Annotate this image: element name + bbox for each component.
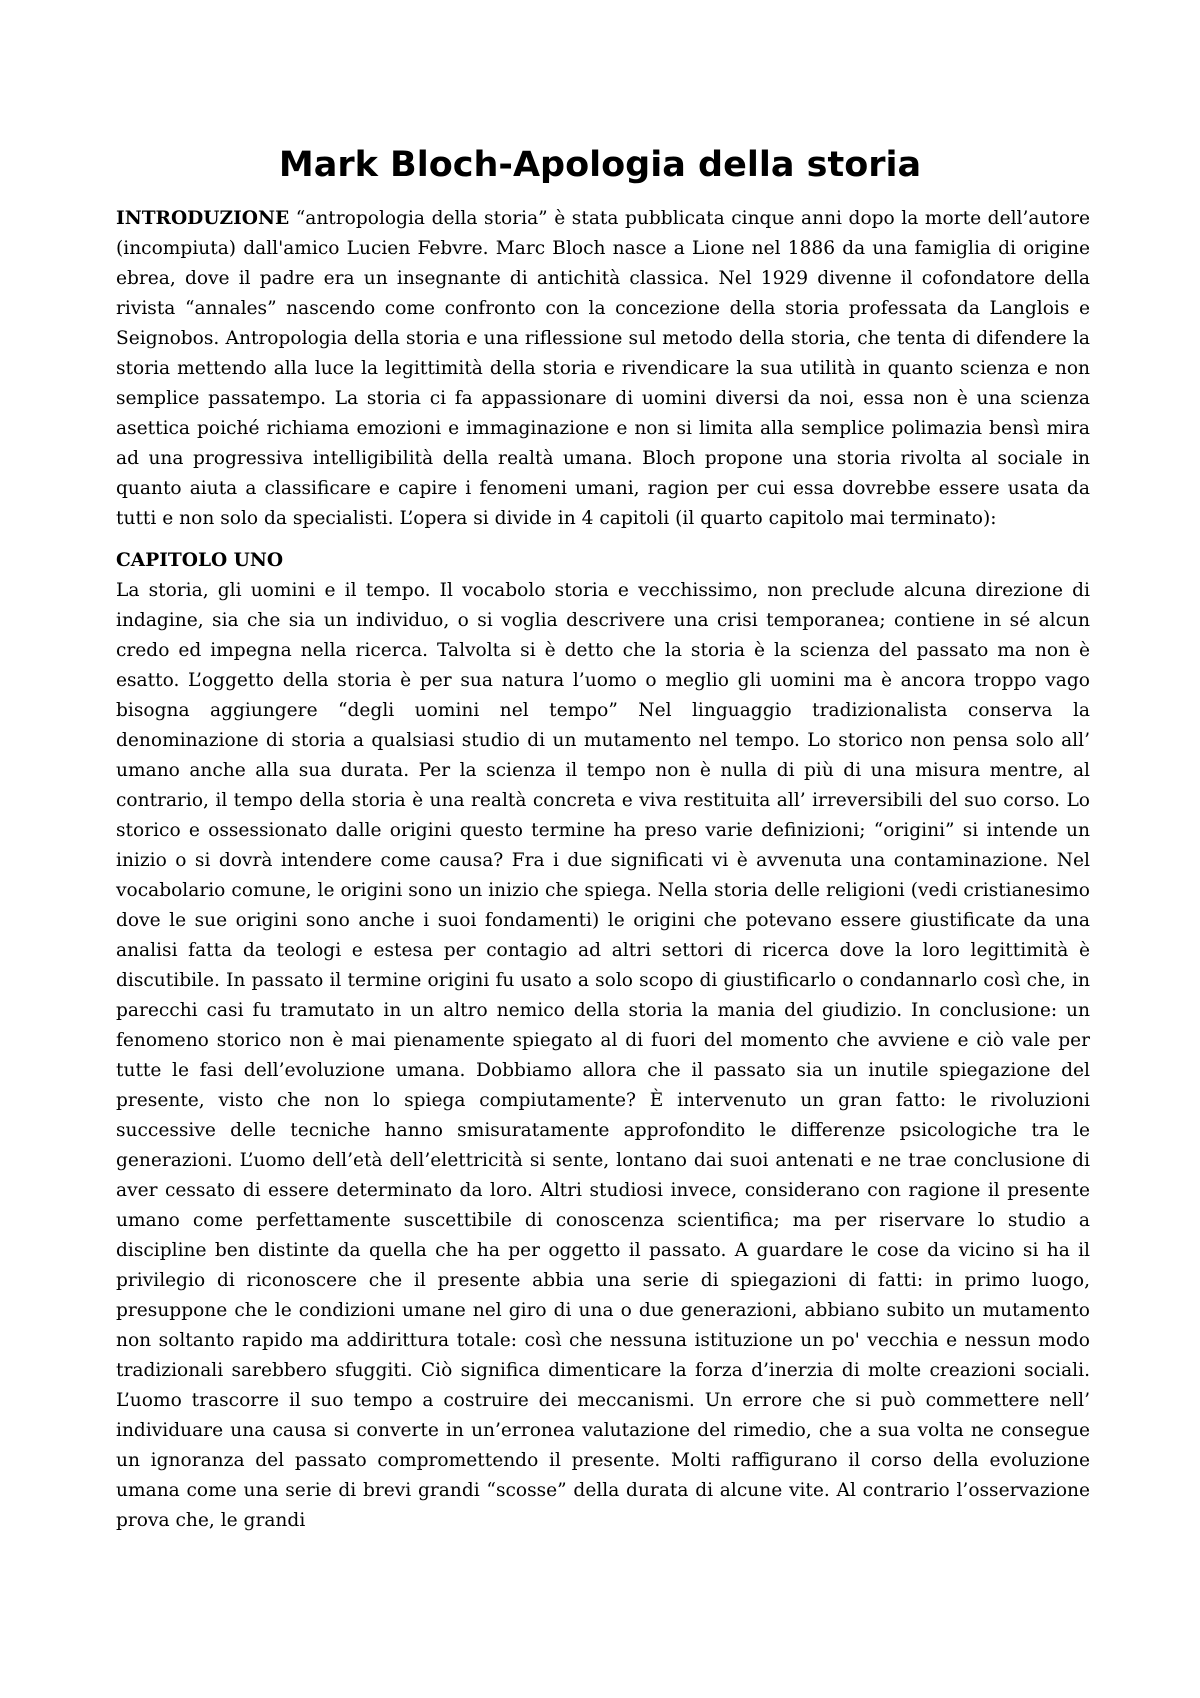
intro-paragraph	[116, 204, 1090, 534]
intro-text: “antropologia della storia” è stata pubblicata cinque anni dopo la morte dell’autore (incompiuta) dall'amico Lucien Febvre. Marc Bloch nasce a Lione nel 1886 da una famiglia di origine ebrea, dove il padre era un insegnante di antichità classica. Nel 1929 divenne il cofondatore della rivista “annales” nascendo come confronto con la concezione della storia professata da Langlois e Seignobos. Antropologia della storia e una riflessione sul metodo della storia, che tenta di difendere la storia mettendo alla luce la legittimità della storia e rivendicare la sua utilità in quanto scienza e non semplice passatempo. La storia ci fa appassionare di uomini diversi da noi, essa non è una scienza asettica poiché richiama emozioni e immaginazione e non si limita alla semplice polimazia bensì mira ad una progressiva intelligibilità della realtà umana. Bloch propone una storia rivolta al sociale in quanto aiuta a classificare e capire i fenomeni umani, ragion per cui essa dovrebbe essere usata da tutti e non solo da specialisti. L’opera si divide in 4 capitoli (il quarto capitolo mai terminato):	[116, 208, 1090, 529]
chapter-one-paragraph: La storia, gli uomini e il tempo. Il vocabolo storia e vecchissimo, non preclude alcuna direzione di indagine, sia che sia un individuo, o si voglia descrivere una crisi temporanea; contiene in sé alcun credo ed impegna nella ricerca. Talvolta si è detto che la storia è la scienza del passato ma non è esatto. L’oggetto della storia è per sua natura l’uomo o meglio gli uomini ma è ancora troppo vago bisogna aggiungere “degli uomini nel tempo” Nel linguaggio tradizionalista conserva la denominazione di storia a qualsiasi studio di un mutamento nel tempo. Lo storico non pensa solo all’ umano anche alla sua durata. Per la scienza il tempo non è nulla di più di una misura mentre, al contrario, il tempo della storia è una realtà concreta e viva restituita all’ irreversibili del suo corso. Lo storico e ossessionato dalle origini questo termine ha preso varie definizioni; “origini” si intende un inizio o si dovrà intendere come causa? Fra i due significati vi è avvenuta una contaminazione. Nel vocabolario comune, le origini sono un inizio che spiega. Nella storia delle religioni (vedi cristianesimo dove le sue origini sono anche i suoi fondamenti) le origini che potevano essere giustificate da una analisi fatta da teologi e estesa per contagio ad altri settori di ricerca dove la loro legittimità è discutibile. In passato il termine origini fu usato a solo scopo di giustificarlo o condannarlo così che, in parecchi casi fu tramutato in un altro nemico della storia la mania del giudizio. In conclusione: un fenomeno storico non è mai pienamente spiegato al di fuori del momento che avviene e ciò vale per tutte le fasi dell’evoluzione umana. Dobbiamo allora che il passato sia un inutile spiegazione del presente, visto che non lo spiega compiutamente? È intervenuto un gran fatto: le rivoluzioni successive delle tecniche hanno smisuratamente approfondito le differenze psicologiche tra le generazioni. L’uomo dell’età dell’elettricità si sente, lontano dai suoi antenati e ne trae conclusione di aver cessato di essere determinato da loro. Altri studiosi invece, considerano con ragione il presente umano come perfettamente suscettibile di conoscenza scientifica; ma per riservare lo studio a discipline ben distinte da quella che ha per oggetto il passato. A guardare le cose da vicino si ha il privilegio di riconoscere che il presente abbia una serie di spiegazioni di fatti: in primo luogo, presuppone che le condizioni umane nel giro di una o due generazioni, abbiano subito un mutamento non soltanto rapido ma addirittura totale: così che nessuna istituzione un po' vecchia e nessun modo tradizionali sarebbero sfuggiti. Ciò significa dimenticare la forza d’inerzia di molte creazioni sociali. L’uomo trascorre il suo tempo a costruire dei meccanismi. Un errore che si può commettere nell’ individuare una causa si converte in un’erronea valutazione del rimedio, che a sua volta ne consegue un ignoranza del passato compromettendo il presente. Molti raffigurano il corso della evoluzione umana come una serie di brevi grandi “scosse” della durata di alcune vite. Al contrario l’osservazione prova che, le grandi	[116, 580, 1090, 1531]
intro-label: INTRODUZIONE	[116, 208, 290, 229]
document-title: Mark Bloch-Apologia della storia	[278, 145, 922, 185]
chapter-one-heading: CAPITOLO UNO	[116, 550, 284, 571]
document-body	[116, 204, 1090, 1536]
